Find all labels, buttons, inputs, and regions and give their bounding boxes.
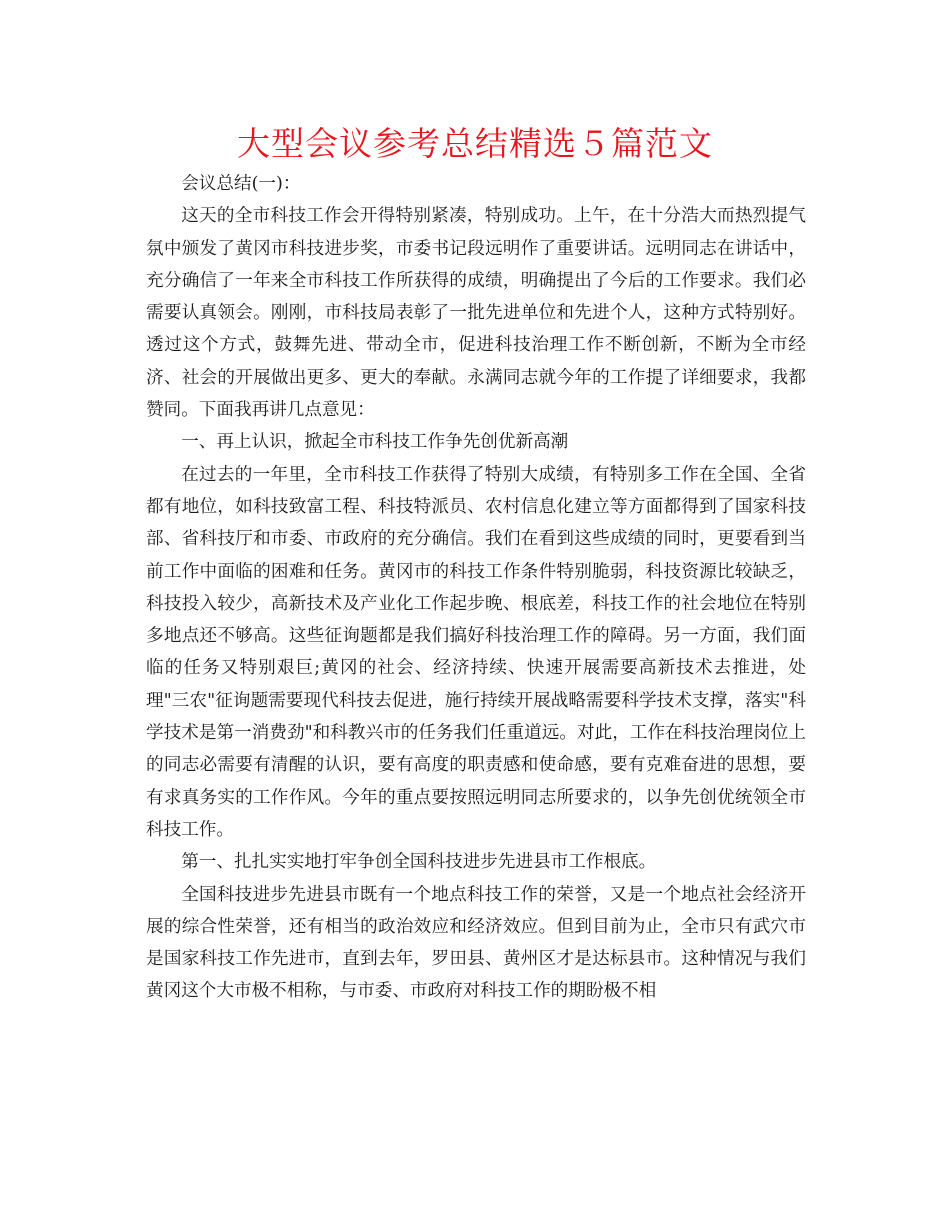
document-title: 大型会议参考总结精选５篇范文 — [237, 124, 713, 163]
paragraph: 在过去的一年里，全市科技工作获得了特别大成绩，有特别多工作在全国、全省都有地位，如科技致富工程、科技特派员、农村信息化建立等方面都得到了国家科技部、省科技厅和市委、市政府的充分确信。我们在看到这些成绩的同时，更要看到当前工作中面临的困难和任务。黄冈市的科技工作条件特别脆弱，科技资源比较缺乏，科技投入较少，高新技术及产业化工作起步晚、根底差，科技工作的社会地位在特别多地点还不够高。这些征询题都是我们搞好科技治理工作的障碍。另一方面，我们面临的任务又特别艰巨;黄冈的社会、经济持续、快速开展需要高新技术去推进，处理"三农"征询题需要现代科技去促进，施行持续开展战略需要科学技术支撑，落实"科学技术是第一消费劲"和科教兴市的任务我们任重道远。对此，工作在科技治理岗位上的同志必需要有清醒的认识，要有高度的职责感和使命感，要有克难奋进的思想，要有求真务实的工作作风。今年的重点要按照远明同志所要求的，以争先创优统领全市科技工作。 — [146, 464, 806, 840]
paragraph-heading: 一、再上认识，掀起全市科技工作争先创优新高潮 — [181, 432, 569, 453]
paragraph: 这天的全市科技工作会开得特别紧凑，特别成功。上午，在十分浩大而热烈提气氛中颁发了黄冈市科技进步奖，市委书记段远明作了重要讲话。远明同志在讲话中，充分确信了一年来全市科技工作所获得的成绩，明确提出了今后的工作要求。我们必需要认真领会。刚刚，市科技局表彰了一批先进单位和先进个人，这种方式特别好。透过这个方式，鼓舞先进、带动全市，促进科技治理工作不断创新，不断为全市经济、社会的开展做出更多、更大的奉献。永满同志就今年的工作提了详细要求，我都赞同。下面我再讲几点意见： — [146, 206, 806, 421]
paragraph-heading: 第一、扎扎实实地打牢争创全国科技进步先进县市工作根底。 — [181, 852, 657, 873]
paragraph: 全国科技进步先进县市既有一个地点科技工作的荣誉，又是一个地点社会经济开展的综合性荣誉，还有相当的政治效应和经济效应。但到目前为止，全市只有武穴市是国家科技工作先进市，直到去年，罗田县、黄州区才是达标县市。这种情况与我们黄冈这个大市极不相称，与市委、市政府对科技工作的期盼极不相 — [146, 884, 806, 1002]
document-body — [146, 168, 806, 1008]
paragraph-section-heading: 会议总结(一)： — [181, 174, 301, 194]
